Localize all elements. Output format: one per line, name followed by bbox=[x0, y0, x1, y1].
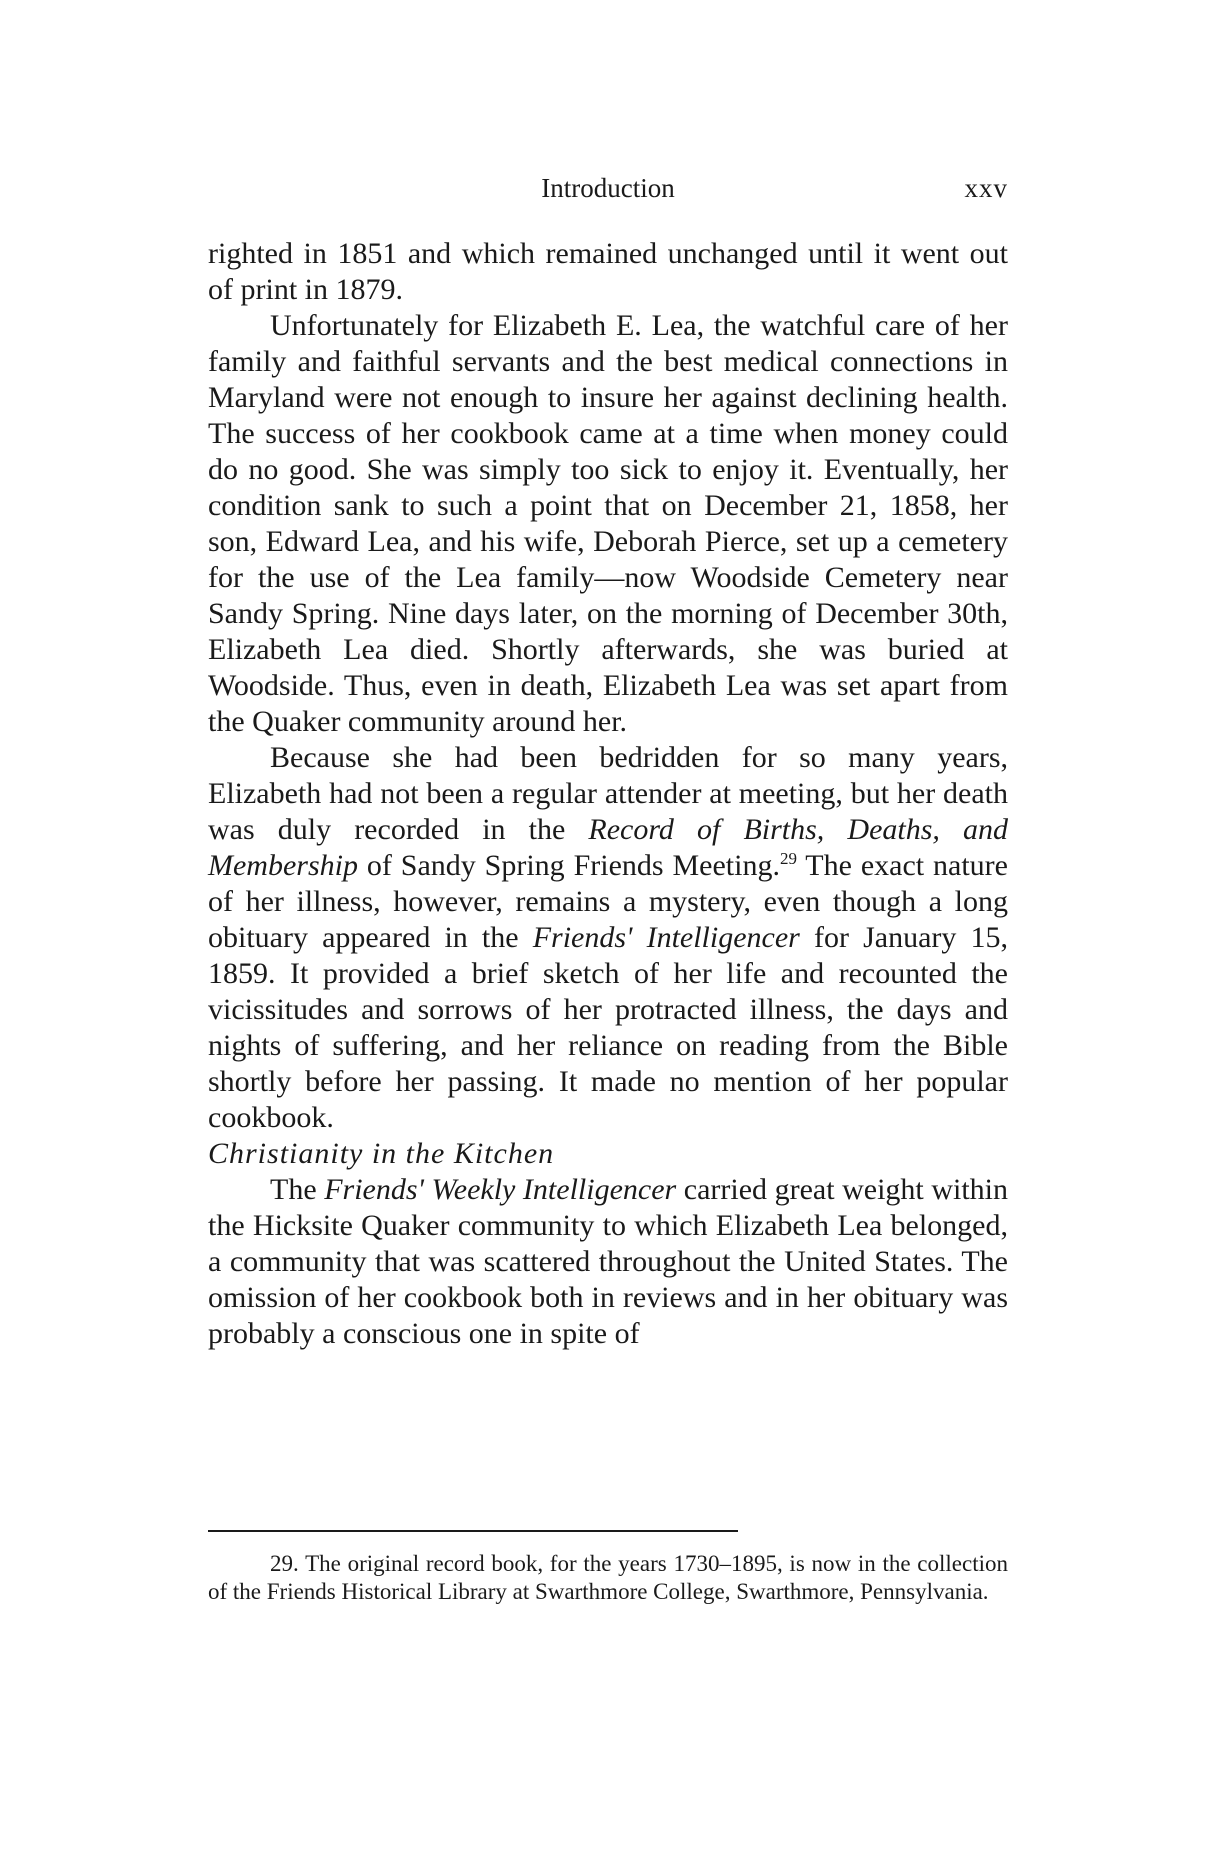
paragraph-4-text-1: The bbox=[270, 1173, 325, 1206]
footnote-reference-29[interactable]: 29 bbox=[779, 849, 797, 868]
paragraph-3 bbox=[208, 740, 1008, 1136]
running-head-title: Introduction bbox=[541, 173, 675, 203]
periodical-title-weekly-intelligencer: Friends' Weekly Intelligencer bbox=[324, 1173, 677, 1206]
paragraph-3-text-3: The exact nature of her illness, however, remains a mystery, even though a long obituary appeared in the bbox=[208, 849, 1008, 954]
periodical-title-intelligencer: Friends' Intelligencer bbox=[532, 921, 800, 954]
running-head bbox=[208, 170, 1008, 206]
paragraph-1: righted in 1851 and which remained unchanged until it went out of print in 1879. bbox=[208, 237, 1008, 306]
footnote-29 bbox=[208, 1550, 1008, 1606]
footnote-text: The original record book, for the years 1730–1895, is now in the collection of the Friends Historical Library at Swarthmore College, Swarthmore, Pennsylvania. bbox=[208, 1551, 1008, 1604]
paragraph-2: Unfortunately for Elizabeth E. Lea, the watchful care of her family and faithful servants and the best medical connections in Maryland were not enough to insure her against declining health. The success of her cookbook came at a time when money could do no good. She was simply too sick to enjoy it. Eventually, her condition sank to such a point that on December 21, 1858, her son, Edward Lea, and his wife, Deborah Pierce, set up a cemetery for the use of the Lea family—now Woodside Cemetery near Sandy Spring. Nine days later, on the morning of December 30th, Elizabeth Lea died. Shortly afterwards, she was buried at Woodside. Thus, even in death, Elizabeth Lea was set apart from the Quaker community around her. bbox=[208, 309, 1008, 738]
book-title-record: Record of Births, Deaths, and Membership bbox=[208, 813, 1008, 882]
body-text bbox=[208, 236, 1008, 1352]
footnote-divider bbox=[208, 1530, 738, 1532]
footnote-number: 29. bbox=[270, 1551, 299, 1576]
footnotes bbox=[208, 1550, 1008, 1606]
paragraph-4-text-2: carried great weight within the Hicksite Quaker community to which Elizabeth Lea belonged, a community that was scattered throughout the United States. The omission of her cookbook both in reviews and in her obituary was probably a conscious one in spite of bbox=[208, 1173, 1009, 1350]
paragraph-3-text-2: of Sandy Spring Friends Meeting. bbox=[357, 849, 780, 882]
paragraph-4 bbox=[208, 1172, 1008, 1352]
section-heading: Christianity in the Kitchen bbox=[208, 1137, 555, 1170]
paragraph-3-text-4: for January 15, 1859. It provided a brief sketch of her life and recounted the vicissitudes and sorrows of her protracted illness, the days and nights of suffering, and her reliance on reading from the Bible shortly before her passing. It made no mention of her popular cookbook. bbox=[208, 921, 1009, 1134]
page-number: xxv bbox=[964, 173, 1008, 203]
paragraph-3-text-1: Because she had been bedridden for so many years, Elizabeth had not been a regular attender at meeting, but her death was duly recorded in the bbox=[208, 741, 1008, 846]
